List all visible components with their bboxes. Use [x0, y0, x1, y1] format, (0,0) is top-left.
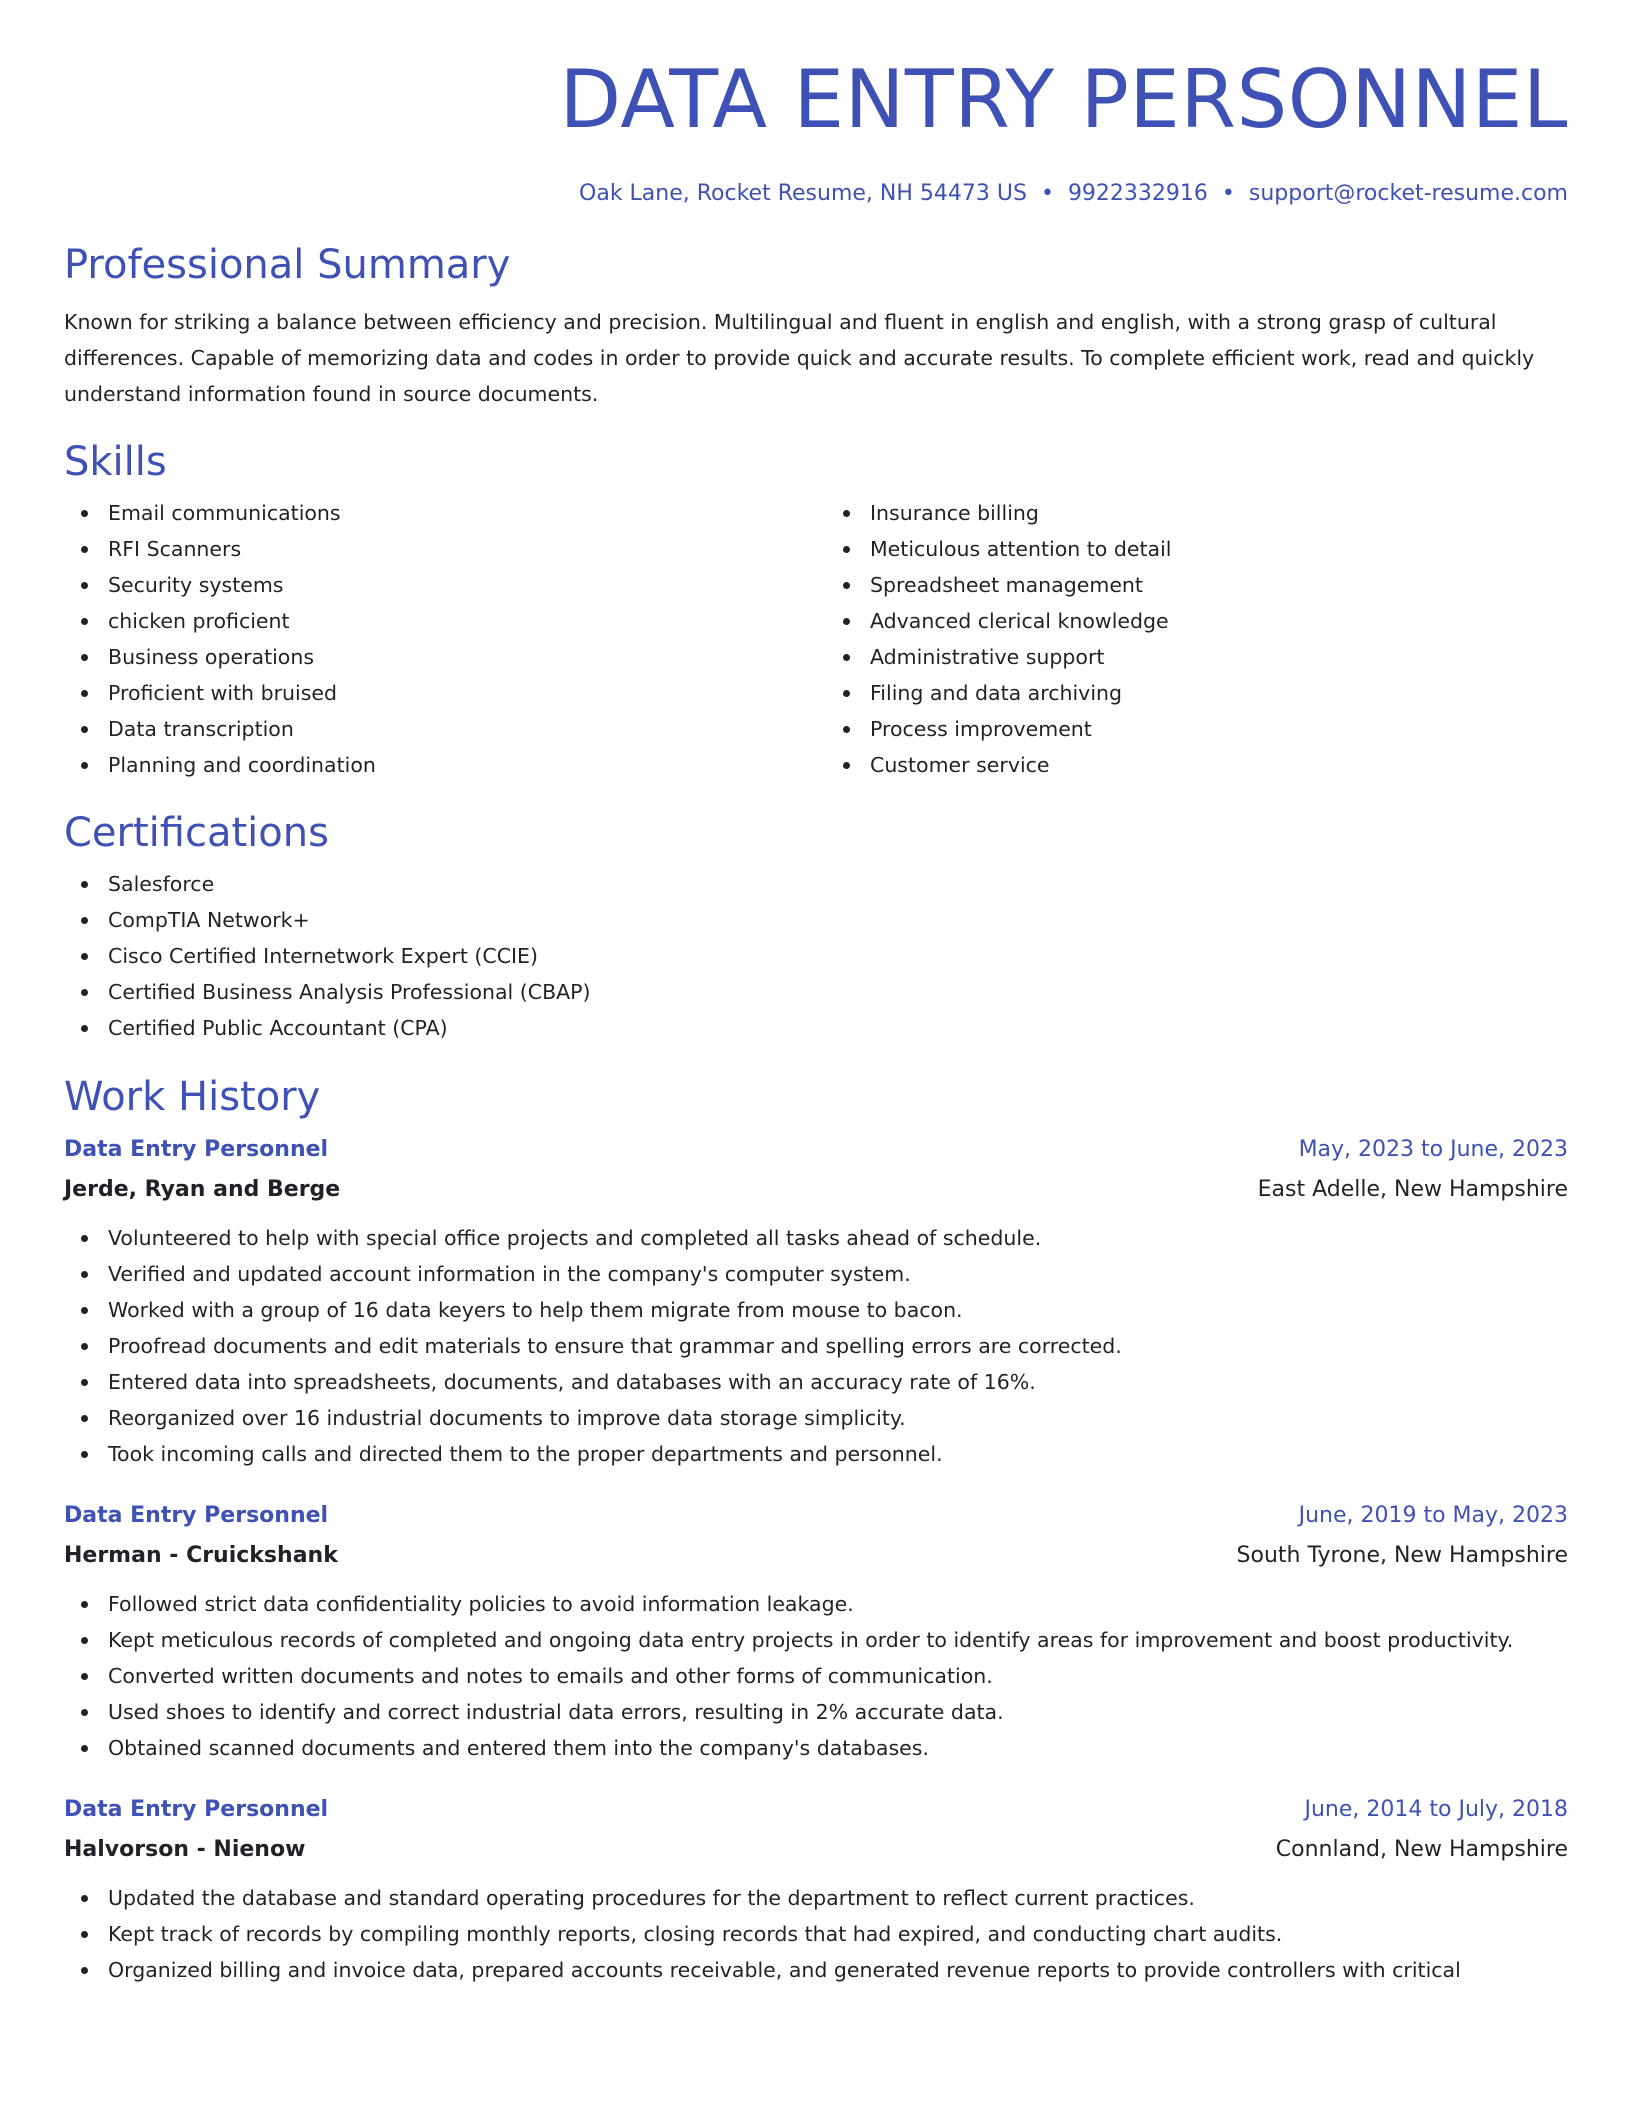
skill-item: Spreadsheet management [826, 567, 1568, 603]
job-header-row [64, 1790, 1568, 1830]
skills-section [64, 437, 1568, 783]
work-history-section [64, 1072, 1568, 1988]
skill-item: Email communications [64, 495, 806, 531]
certification-item: Cisco Certified Internetwork Expert (CCIE) [64, 938, 1568, 974]
contact-address: Oak Lane, Rocket Resume, NH 54473 US [579, 181, 1027, 206]
skill-item: RFI Scanners [64, 531, 806, 567]
skill-item: chicken proficient [64, 603, 806, 639]
job-title: Data Entry Personnel [64, 1137, 329, 1162]
skills-grid [64, 495, 1568, 783]
contact-separator: • [1221, 181, 1235, 206]
summary-heading: Professional Summary [64, 242, 511, 288]
job-company: Herman - Cruickshank [64, 1543, 338, 1568]
job-company: Halvorson - Nienow [64, 1837, 306, 1862]
skill-item: Data transcription [64, 711, 806, 747]
skill-item: Advanced clerical knowledge [826, 603, 1568, 639]
skills-list-left [64, 495, 806, 783]
skill-item: Planning and coordination [64, 747, 806, 783]
job-entry [64, 1496, 1568, 1766]
certification-item: Salesforce [64, 866, 1568, 902]
job-header-row [64, 1130, 1568, 1170]
certification-item: CompTIA Network+ [64, 902, 1568, 938]
job-bullet: Took incoming calls and directed them to the proper departments and personnel. [64, 1436, 1568, 1472]
skill-item: Insurance billing [826, 495, 1568, 531]
job-bullet: Volunteered to help with special office projects and completed all tasks ahead of schedule. [64, 1220, 1568, 1256]
job-company-row [64, 1830, 1568, 1870]
skill-item: Security systems [64, 567, 806, 603]
contact-phone: 9922332916 [1067, 181, 1208, 206]
job-bullet: Updated the database and standard operating procedures for the department to reflect current practices. [64, 1880, 1568, 1916]
job-bullets [64, 1220, 1568, 1472]
job-bullets [64, 1880, 1568, 1988]
job-entry [64, 1790, 1568, 1988]
summary-section [64, 240, 1568, 412]
job-bullet: Entered data into spreadsheets, documents, and databases with an accuracy rate of 16%. [64, 1364, 1568, 1400]
job-bullet: Reorganized over 16 industrial documents to improve data storage simplicity. [64, 1400, 1568, 1436]
job-bullet: Kept track of records by compiling monthly reports, closing records that had expired, and conducting chart audits. [64, 1916, 1568, 1952]
job-bullet: Organized billing and invoice data, prepared accounts receivable, and generated revenue reports to provide controllers with critical [64, 1952, 1568, 1988]
job-bullets [64, 1586, 1568, 1766]
job-company: Jerde, Ryan and Berge [64, 1177, 341, 1202]
contact-separator: • [1040, 181, 1054, 206]
job-location: East Adelle, New Hampshire [1257, 1177, 1568, 1202]
job-bullet: Converted written documents and notes to emails and other forms of communication. [64, 1658, 1568, 1694]
job-bullet: Used shoes to identify and correct industrial data errors, resulting in 2% accurate data. [64, 1694, 1568, 1730]
job-bullet: Proofread documents and edit materials to ensure that grammar and spelling errors are corrected. [64, 1328, 1568, 1364]
certification-item: Certified Public Accountant (CPA) [64, 1010, 1568, 1046]
skills-list-right [826, 495, 1568, 783]
skill-item: Filing and data archiving [826, 675, 1568, 711]
job-company-row [64, 1536, 1568, 1576]
skill-item: Proficient with bruised [64, 675, 806, 711]
job-bullet: Obtained scanned documents and entered them into the company's databases. [64, 1730, 1568, 1766]
job-company-row [64, 1170, 1568, 1210]
job-header-row [64, 1496, 1568, 1536]
skill-item: Meticulous attention to detail [826, 531, 1568, 567]
job-bullet: Followed strict data confidentiality policies to avoid information leakage. [64, 1586, 1568, 1622]
skills-heading: Skills [64, 439, 167, 485]
certifications-list [64, 866, 1568, 1046]
job-dates: June, 2014 to July, 2018 [1304, 1797, 1568, 1822]
job-location: South Tyrone, New Hampshire [1236, 1543, 1568, 1568]
resume-page [64, 0, 1568, 1988]
skill-item: Business operations [64, 639, 806, 675]
job-dates: June, 2019 to May, 2023 [1298, 1503, 1568, 1528]
job-title: Data Entry Personnel [64, 1797, 329, 1822]
job-location: Connland, New Hampshire [1275, 1837, 1568, 1862]
job-bullet: Worked with a group of 16 data keyers to help them migrate from mouse to bacon. [64, 1292, 1568, 1328]
certifications-section [64, 808, 1568, 1046]
job-entry [64, 1130, 1568, 1472]
certifications-heading: Certifications [64, 810, 329, 856]
summary-text: Known for striking a balance between efficiency and precision. Multilingual and fluent in english and english, with a strong grasp of cultural differences. Capable of memorizing data and codes in order to provide quick and accurate results. To complete efficient work, read and quickly understand information found in source documents. [64, 310, 1535, 406]
contact-email[interactable]: support@rocket-resume.com [1248, 181, 1568, 206]
skill-item: Customer service [826, 747, 1568, 783]
job-title: Data Entry Personnel [64, 1503, 329, 1528]
contact-line [64, 179, 1568, 209]
job-bullet: Kept meticulous records of completed and ongoing data entry projects in order to identify areas for improvement and boost productivity. [64, 1622, 1568, 1658]
resume-title: DATA ENTRY PERSONNEL [559, 53, 1568, 146]
job-bullet: Verified and updated account information in the company's computer system. [64, 1256, 1568, 1292]
job-dates: May, 2023 to June, 2023 [1298, 1137, 1568, 1162]
work-history-heading: Work History [64, 1074, 321, 1120]
skill-item: Administrative support [826, 639, 1568, 675]
certification-item: Certified Business Analysis Professional (CBAP) [64, 974, 1568, 1010]
skill-item: Process improvement [826, 711, 1568, 747]
